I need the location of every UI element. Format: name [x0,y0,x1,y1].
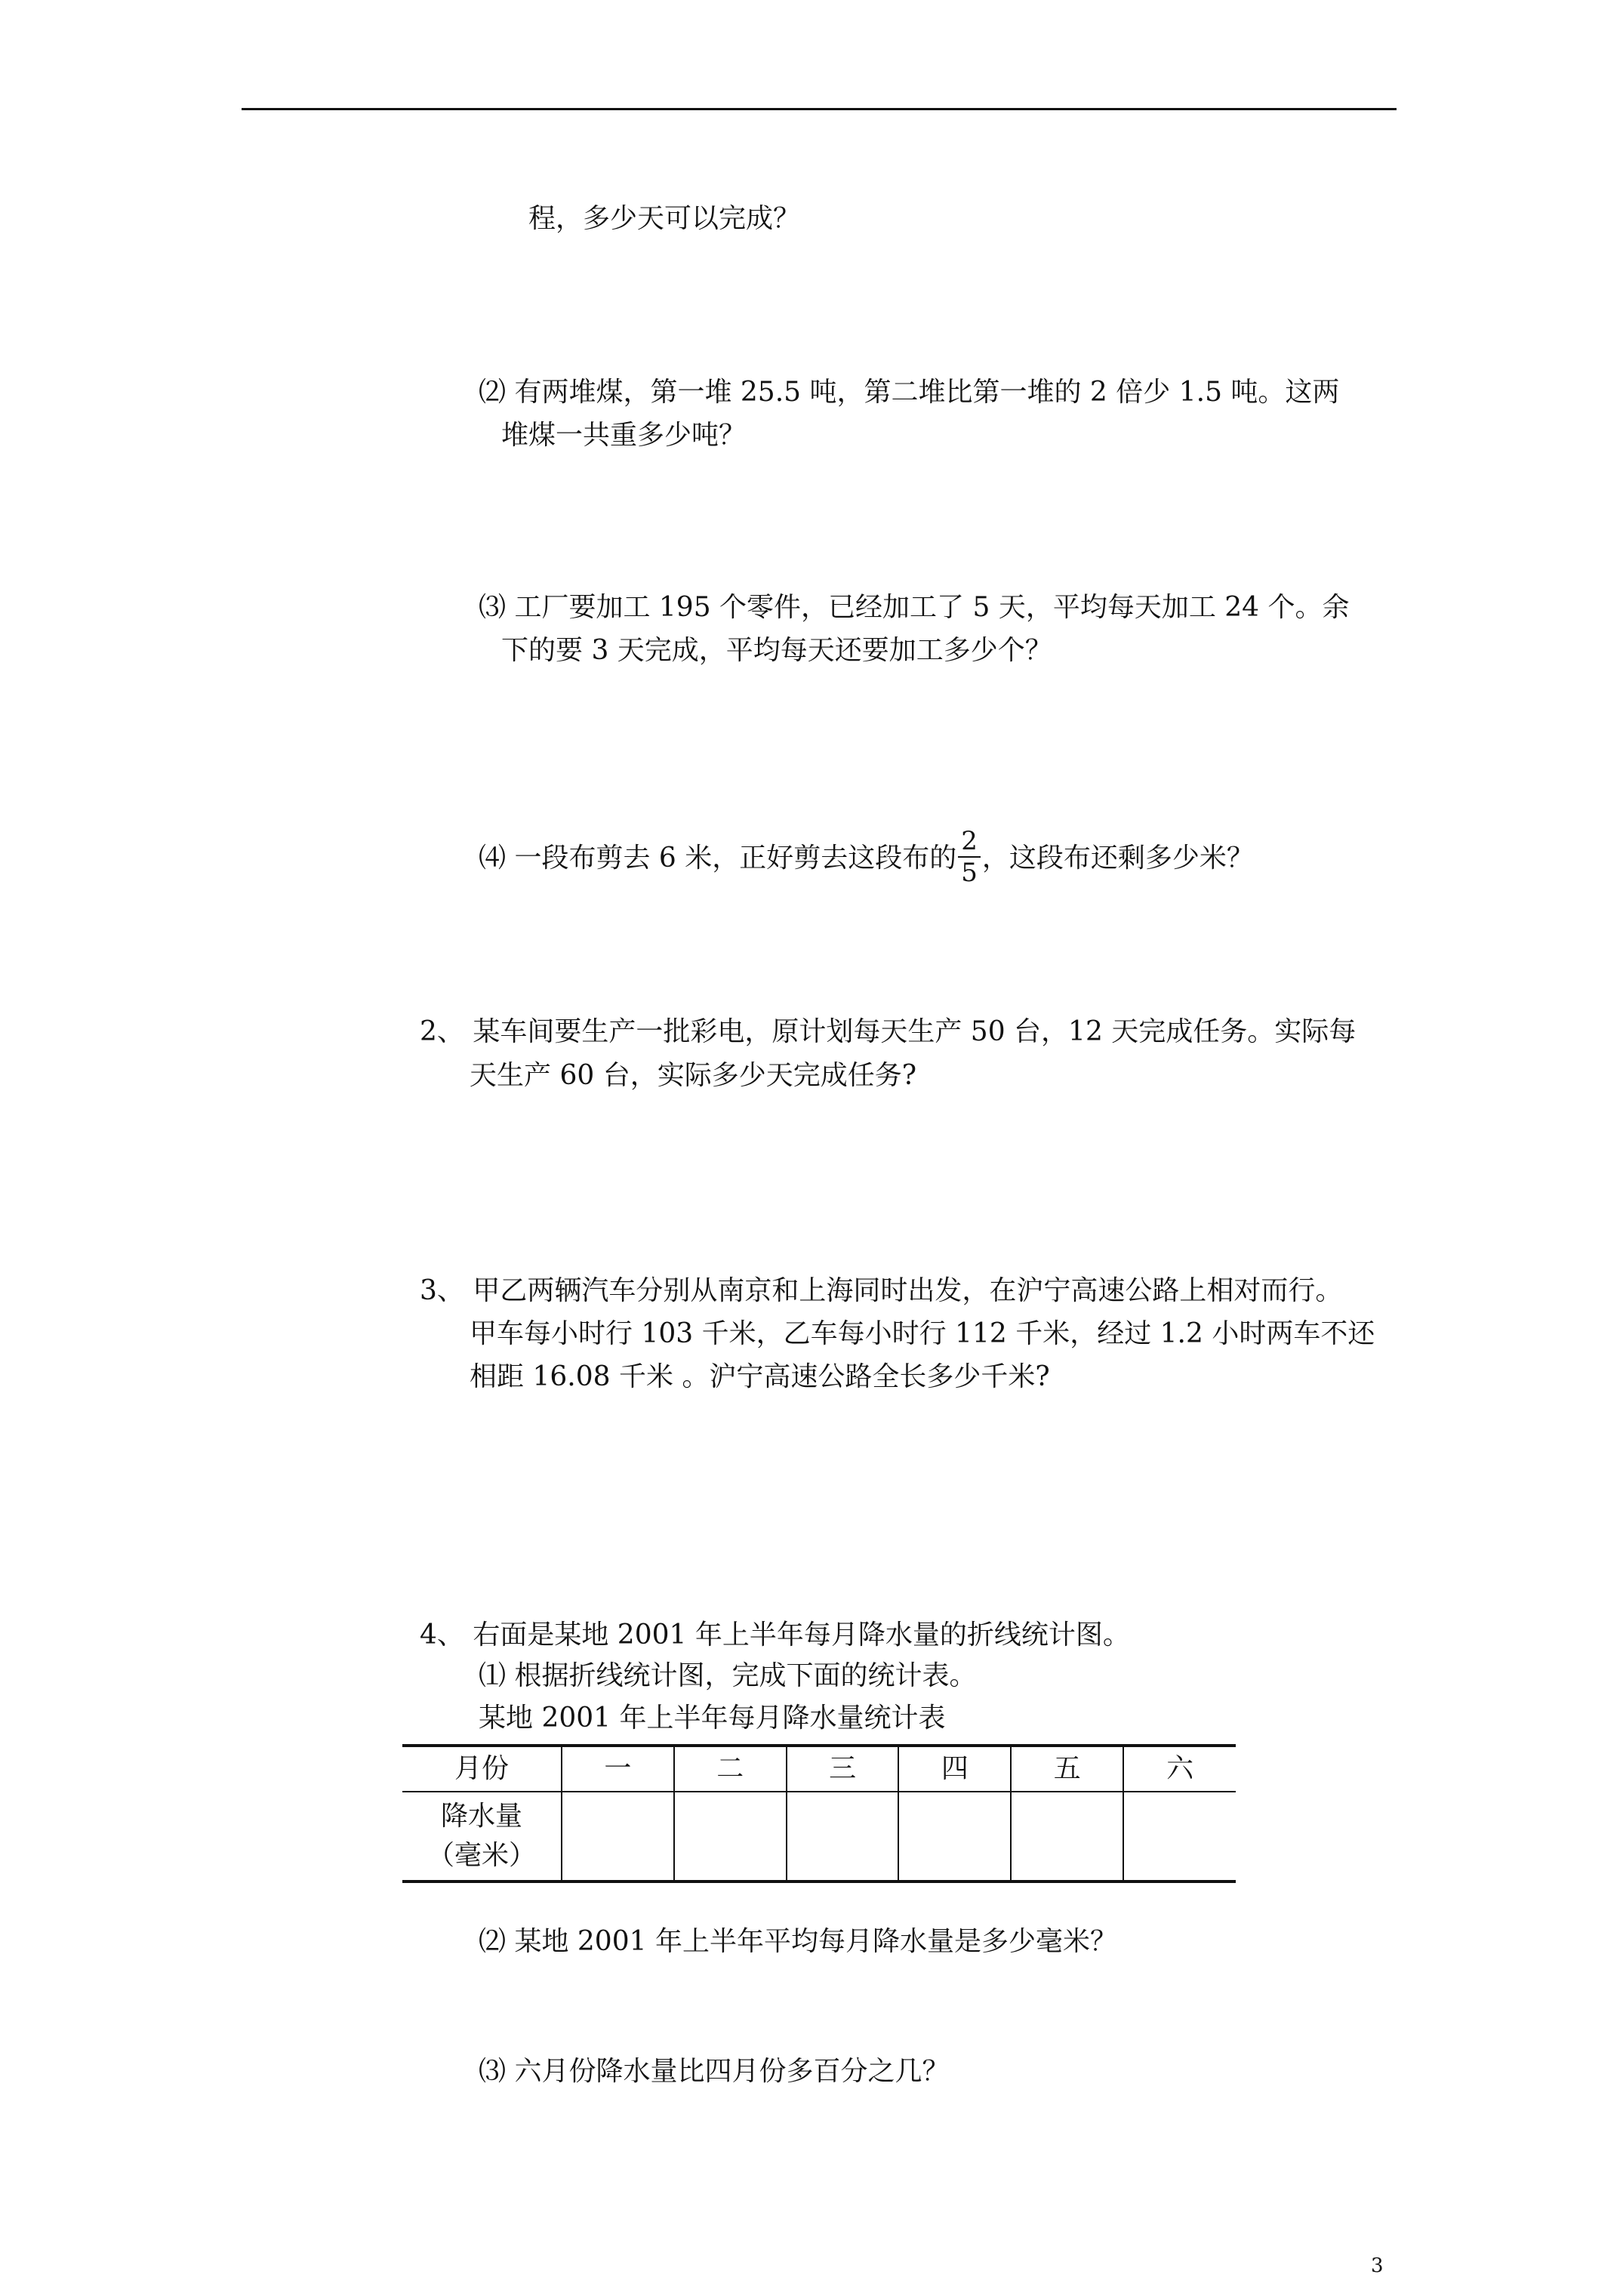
table-cell-6 [1123,1792,1236,1881]
table-month-3: 三 [787,1746,899,1792]
question-4-part-2: ⑵ 某地 2001 年上半年平均每月降水量是多少毫米？ [479,1926,1117,1957]
table-month-4: 四 [898,1746,1011,1792]
question-1-part-2-line-1: ⑵ 有两堆煤，第一堆 25.5 吨，第二堆比第一堆的 2 倍少 1.5 吨。这两 [479,377,1340,408]
question-4-part-3: ⑶ 六月份降水量比四月份多百分之几？ [479,2056,950,2087]
fraction-denominator: 5 [961,858,978,888]
table-row-label [402,1792,562,1881]
table-month-5: 五 [1011,1746,1123,1792]
question-1-part-3-line-1: ⑶ 工厂要加工 195 个零件，已经加工了 5 天，平均每天加工 24 个。余 [479,592,1350,623]
question-1-part-3-line-2: 下的要 3 天完成，平均每天还要加工多少个？ [501,635,1052,666]
question-1-part-2-line-2: 堆煤一共重多少吨？ [501,420,747,451]
question-1-part-4-prefix: ⑷ 一段布剪去 6 米，正好剪去这段布的 [479,843,957,874]
table-cell-1 [562,1792,674,1881]
table-title: 某地 2001 年上半年每月降水量统计表 [479,1703,946,1734]
header-rule [242,108,1397,110]
table-month-1: 一 [562,1746,674,1792]
question-1-part-4-suffix: ，这段布还剩多少米？ [981,843,1254,874]
question-3-line-1: 3、 甲乙两辆汽车分别从南京和上海同时出发，在沪宁高速公路上相对而行。 [420,1275,1343,1306]
question-3-line-3: 相距 16.08 千米 。沪宁高速公路全长多少千米? [470,1361,1050,1392]
table-month-2: 二 [674,1746,787,1792]
question-1-continuation: 程，多少天可以完成？ [528,203,801,234]
question-3-line-2: 甲车每小时行 103 千米，乙车每小时行 112 千米，经过 1.2 小时两车不还 [470,1318,1375,1349]
question-2-line-1: 2、 某车间要生产一批彩电，原计划每天生产 50 台，12 天完成任务。实际每 [420,1016,1357,1047]
fraction [958,826,981,888]
question-4-line-1: 4、 右面是某地 2001 年上半年每月降水量的折线统计图。 [420,1620,1130,1650]
table-header-label: 月份 [402,1746,562,1792]
row-label-line-1: 降水量 [440,1801,522,1832]
table-cell-4 [898,1792,1011,1881]
table-row [402,1792,1236,1881]
table-cell-5 [1011,1792,1123,1881]
question-4-part-1: ⑴ 根据折线统计图，完成下面的统计表。 [479,1660,977,1691]
page-number: 3 [1371,2254,1384,2277]
fraction-numerator: 2 [958,826,981,858]
question-2-line-2: 天生产 60 台，实际多少天完成任务? [470,1060,916,1091]
rainfall-table [402,1744,1236,1883]
table-header-row [402,1746,1236,1792]
question-1-part-4 [479,826,1254,891]
table-cell-2 [674,1792,787,1881]
row-label-line-2: （毫米） [427,1840,536,1871]
table-cell-3 [787,1792,899,1881]
table-month-6: 六 [1123,1746,1236,1792]
